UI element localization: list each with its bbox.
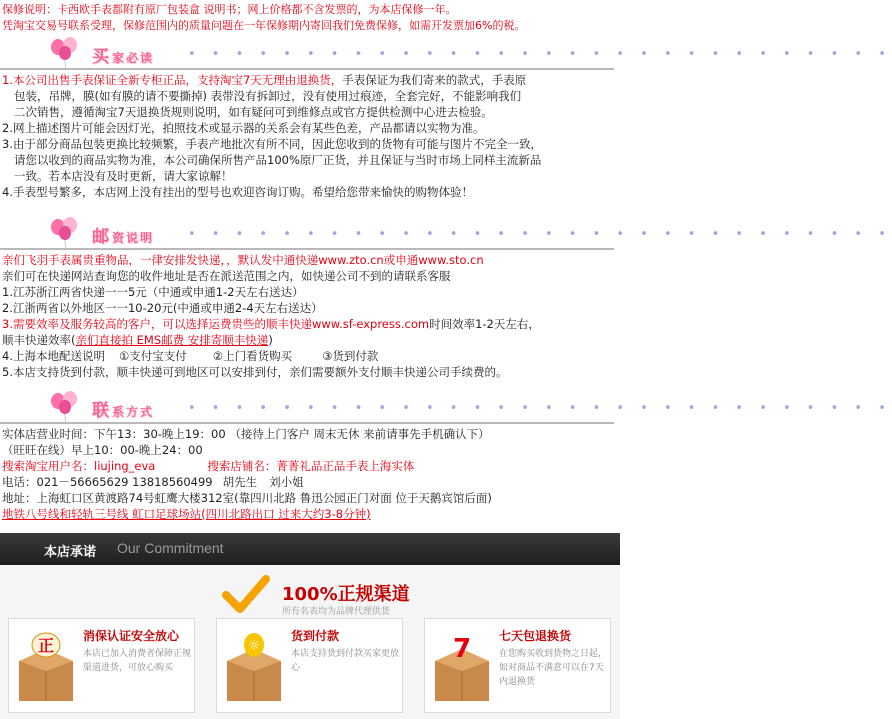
buyer-notes [2,72,542,200]
note-line: 4.手表型号繁多，本店网上没有挂出的型号也欢迎咨询订购。希望给您带来愉快的购物体验！ [2,185,473,199]
balloons-icon [46,216,86,250]
promise-box-consumer [8,618,195,713]
box-icon [221,627,287,705]
section-rule [0,68,614,70]
dotted-divider: • • • • • • • • • • • • • • • • • • • • • • • • • • • • • • [188,227,892,242]
sf-efficiency: 顺丰快递效率( [2,333,76,347]
promise-title: 100%正规渠道 [282,584,410,605]
note-line: 2.网上描述图片可能会因灯光，拍照技术或显示器的关系会有某些色差，产品都请以实物为准。 [2,121,485,135]
svg-text:7: 7 [452,634,472,664]
pay-option-3: ③货到付款 [322,349,379,363]
section-rule [0,422,614,424]
promise-box-cod [216,618,403,713]
box-icon [13,627,79,705]
svg-text:正: 正 [37,636,55,655]
dotted-divider: • • • • • • • • • • • • • • • • • • • • • • • • • • • • • • [188,47,892,62]
address: 地址：上海虹口区黄渡路74号虹鹰大楼312室(靠四川北路 鲁迅公园正门对面 位于天鹅宾馆后面) [2,491,492,505]
pay-option-2: ②上门看货购买 [212,349,293,363]
note-line: 包装，吊牌，膜(如有膜的请不要撕掉) 表带没有拆卸过，没有使用过痕迹，全套完好，不能影响我们 [14,89,522,103]
contact-info [2,426,492,522]
metro-link[interactable]: 地铁八号线和轻轨三号线 虹口足球场站(四川北路出口 过来大约3-8分钟) [2,507,371,521]
sf-express-time: 时间效率1-2天左右， [429,317,540,331]
online-hours: （旺旺在线）早上10：00-晚上24：00 [2,443,203,457]
phone: 电话：021－56665629 13818560499 [2,475,213,489]
taobao-user: 搜索淘宝用户名：liujing_eva [2,459,156,473]
note-line: 二次销售，遵循淘宝7天退换货规则说明，如有疑问可到维修点或官方提供检测中心进去检验。 [14,105,493,119]
contact-mr-hu: 胡先生 [222,475,258,489]
sf-express-text: 3.需要效率及服务较高的客户，可以选择运费贵些的顺丰快递www.sf-express.com [2,317,430,331]
postage-line: 5.本店支持货到付款，顺丰快递可到地区可以安排到付，亲们需要额外支付顺丰快递公司手续费的。 [2,365,508,379]
paren-close: ) [268,333,273,347]
promise-head: 消保认证安全放心 [83,629,180,643]
ems-link[interactable]: 亲们直接拍 EMS邮费 安排寄顺丰快递 [75,333,269,347]
checkmark-icon [222,575,270,615]
postage-line: 亲们可在快递网站查询您的收件地址是否在派送范围之内，如快递公司不到的请联系客服 [2,269,451,283]
warranty-note-2: 凭淘宝交易号联系受理，保修范围内的质量问题在一年保修期内寄回我们免费保修，如需开发票加6%的税。 [2,19,526,32]
guarantee-text: 1.本公司出售手表保证全新专柜正品，支持淘宝7天无理由退换货， [2,73,343,87]
local-delivery: 4.上海本地配送说明 [2,349,105,363]
guarantee-text-cont: 手表保证为我们寄来的款式，手表原 [342,73,527,87]
promise-subtitle: 所有名表均为品牌代理供货 [282,607,391,617]
note-line: 一致。若本店没有及时更新，请大家谅解！ [14,169,233,183]
warranty-note-1: 保修说明：卡西欧手表都附有原厂包装盒 说明书；网上价格都不含发票的，为本店保修一年。 [2,3,457,16]
balloons-icon [46,36,86,70]
section-header-postage [0,216,892,250]
balloons-icon [46,390,86,424]
promise-head: 七天包退换货 [499,629,572,643]
business-hours: 实体店营业时间：下午13：30-晚上19：00 （接待上门客户 周末无休 来前请事先手机确认下） [2,427,490,441]
section-title-buyer: 买家必读 [92,47,155,67]
section-header-buyer [0,36,892,70]
svg-text:☼: ☼ [247,638,261,654]
contact-ms-liu: 刘小姐 [269,475,304,489]
box-icon [429,627,495,705]
promise-desc: 在您购买收到货物之日起，如对商品不满意可以在7天内退换货 [499,649,608,687]
pay-option-1: ①支付宝支付 [118,349,187,363]
banner-title-en: Our Commitment [117,540,224,556]
section-header-contact [0,390,892,424]
promise-desc: 本店支持货到付款买家更放心 [291,649,400,673]
note-line: 请您以收到的商品实物为准，本公司确保所售产品100%原厂正货，并且保证与当时市场上同样主流新品 [14,153,542,167]
section-title-postage: 邮资说明 [92,227,155,247]
promise-head: 货到付款 [291,629,340,643]
section-title-contact: 联系方式 [92,401,155,421]
section-rule [0,248,614,250]
dotted-divider: • • • • • • • • • • • • • • • • • • • • • • • • • • • • • • [188,401,892,416]
shop-name: 搜索店铺名：菁菁礼品正品手表上海实体 [207,459,415,473]
note-line: 3.由于部分商品包装更换比较频繁，手表产地批次有所不同，因此您收到的货物有可能与图片不完全一致， [2,137,542,151]
banner-title-cn: 本店承诺 [44,545,97,560]
postage-line: 1.江苏浙江两省快递一一5元（中通或申通1-2天左右送达） [2,285,304,299]
postage-line: 2.江浙两省以外地区一一10-20元(中通或申通2-4天左右送达） [2,301,323,315]
postage-notes [2,252,540,380]
commitment-banner [0,533,620,565]
promise-box-return [424,618,611,713]
postage-line: 亲们飞羽手表属贵重物品，一律安排发快递，，默认发中通快递www.zto.cn或申通www.sto.cn [2,253,484,267]
promise-desc: 本店已加入消费者保障正规渠道进货，可放心购买 [83,649,192,673]
